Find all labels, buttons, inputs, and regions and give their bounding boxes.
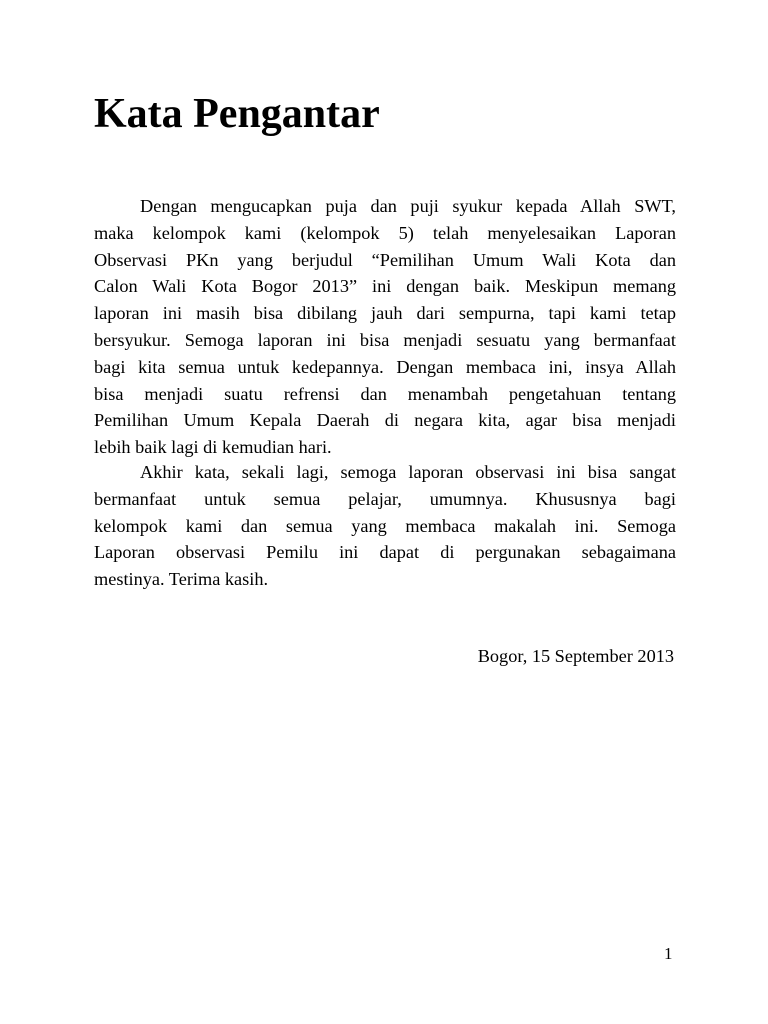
paragraph-line: Pemilihan Umum Kepala Daerah di negara kita, agar bisa menjadi xyxy=(94,410,676,431)
paragraph-line: Dengan mengucapkan puja dan puji syukur kepada Allah SWT, xyxy=(140,196,676,216)
paragraph-line: maka kelompok kami (kelompok 5) telah menyelesaikan Laporan xyxy=(94,222,676,243)
paragraph-line: Observasi PKn yang berjudul “Pemilihan Umum Wali Kota dan xyxy=(94,249,676,270)
place-and-date: Bogor, 15 September 2013 xyxy=(477,646,674,666)
page-title: Kata Pengantar xyxy=(94,91,380,137)
paragraph-line: bisa menjadi suatu refrensi dan menambah pengetahuan tentang xyxy=(94,383,676,404)
paragraph-line: bersyukur. Semoga laporan ini bisa menjadi sesuatu yang bermanfaat xyxy=(94,329,676,350)
paragraph-introduction xyxy=(94,193,676,461)
paragraph-line: mestinya. Terima kasih. xyxy=(94,569,269,590)
paragraph-line: lebih baik lagi di kemudian hari. xyxy=(94,437,332,458)
paragraph-line: kelompok kami dan semua yang membaca makalah ini. Semoga xyxy=(94,515,676,536)
paragraph-line: Laporan observasi Pemilu ini dapat di pergunakan sebagaimana xyxy=(94,542,676,563)
paragraph-line: Akhir kata, sekali lagi, semoga laporan observasi ini bisa sangat xyxy=(140,462,676,482)
paragraph-line: laporan ini masih bisa dibilang jauh dari sempurna, tapi kami tetap xyxy=(94,303,676,324)
paragraph-line: bermanfaat untuk semua pelajar, umumnya. Khususnya bagi xyxy=(94,488,676,509)
paragraph-line: bagi kita semua untuk kedepannya. Dengan membaca ini, insya Allah xyxy=(94,356,676,377)
paragraph-closing xyxy=(94,459,676,593)
page-number: 1 xyxy=(664,944,673,963)
paragraph-line: Calon Wali Kota Bogor 2013” ini dengan baik. Meskipun memang xyxy=(94,276,676,297)
